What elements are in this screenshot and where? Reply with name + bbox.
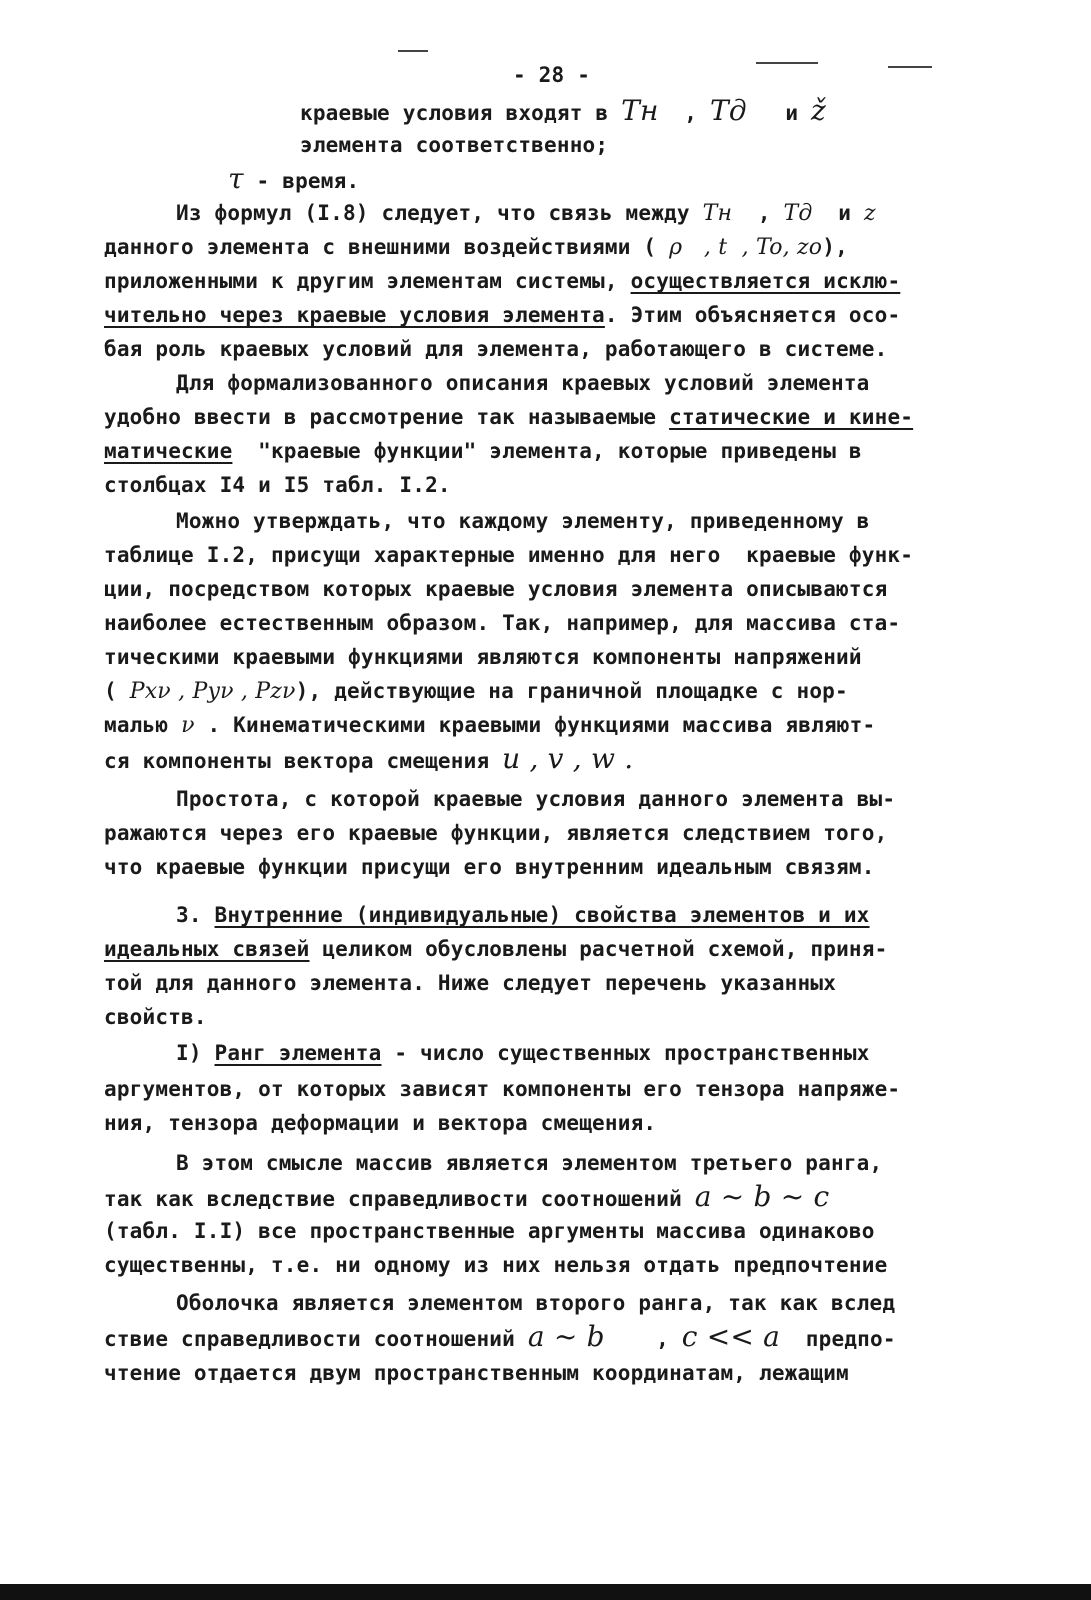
text-line: свойств. bbox=[104, 1005, 207, 1029]
text-line: В этом смысле массив является элементом третьего ранга, bbox=[176, 1151, 883, 1175]
text-line: бая роль краевых условий для элемента, работающего в системе. bbox=[104, 337, 888, 361]
text-line: ствие справедливости соотношений a ~ b , c << a предпо- bbox=[104, 1320, 896, 1353]
text-line: Можно утверждать, что каждому элементу, приведенному в bbox=[176, 509, 870, 533]
text-line: так как вследствие справедливости соотношений a ~ b ~ c bbox=[104, 1180, 830, 1213]
text-line: ражаются через его краевые функции, является следствием того, bbox=[104, 821, 888, 845]
text-line: что краевые функции присущи его внутренним идеальным связям. bbox=[104, 855, 875, 879]
text-line: тическими краевыми функциями являются компоненты напряжений bbox=[104, 645, 862, 669]
scan-mark bbox=[398, 50, 428, 52]
text-line: ния, тензора деформации и вектора смещения. bbox=[104, 1111, 657, 1135]
text-line: τ - время. bbox=[228, 162, 360, 195]
text-line: краевые условия входят в Tн , Tд и ž bbox=[300, 94, 826, 127]
scan-mark bbox=[888, 66, 932, 68]
text-line: I) Ранг элемента - число существенных пространственных bbox=[176, 1041, 870, 1065]
text-line: 3. Внутренние (индивидуальные) свойства элементов и их bbox=[176, 903, 870, 927]
scan-bottom-edge bbox=[0, 1584, 1091, 1600]
text-line: малью ν . Кинематическими краевыми функциями массива являют- bbox=[104, 713, 876, 738]
text-line: столбцах I4 и I5 табл. I.2. bbox=[104, 473, 451, 497]
text-line: той для данного элемента. Ниже следует перечень указанных bbox=[104, 971, 837, 995]
text-line: ся компоненты вектора смещения u , v , w . bbox=[104, 742, 634, 775]
text-line: Оболочка является элементом второго ранга, так как вслед bbox=[176, 1291, 896, 1315]
text-line: матические "краевые функции" элемента, которые приведены в bbox=[104, 439, 862, 463]
text-line: (табл. I.I) все пространственные аргументы массива одинаково bbox=[104, 1219, 875, 1243]
text-line: Из формул (I.8) следует, что связь между Tн , Tд и z bbox=[176, 201, 876, 226]
text-line: данного элемента с внешними воздействиями ( ρ , t , To, zo), bbox=[104, 235, 848, 260]
text-line: чтение отдается двум пространственным координатам, лежащим bbox=[104, 1361, 849, 1385]
text-line: приложенными к другим элементам системы, осуществляется исклю- bbox=[104, 269, 901, 293]
text-line: существенны, т.е. ни одному из них нельзя отдать предпочтение bbox=[104, 1253, 888, 1277]
text-line: Простота, с которой краевые условия данного элемента вы- bbox=[176, 787, 896, 811]
page-number: - 28 - bbox=[513, 63, 591, 87]
text-line: элемента соответственно; bbox=[300, 133, 609, 157]
text-line: удобно ввести в рассмотрение так называемые статические и кине- bbox=[104, 405, 914, 429]
text-line: ( Pxν , Pyν , Pzν), действующие на граничной площадке с нор- bbox=[104, 679, 848, 704]
text-line: идеальных связей целиком обусловлены расчетной схемой, приня- bbox=[104, 937, 888, 961]
text-line: таблице I.2, присущи характерные именно для него краевые функ- bbox=[104, 543, 914, 567]
text-line: чительно через краевые условия элемента. Этим объясняется осо- bbox=[104, 303, 901, 327]
text-line: аргументов, от которых зависят компоненты его тензора напряже- bbox=[104, 1077, 901, 1101]
scan-mark bbox=[756, 62, 818, 64]
text-line: Для формализованного описания краевых условий элемента bbox=[176, 371, 870, 395]
text-line: наиболее естественным образом. Так, например, для массива ста- bbox=[104, 611, 901, 635]
text-line: ции, посредством которых краевые условия элемента описываются bbox=[104, 577, 888, 601]
